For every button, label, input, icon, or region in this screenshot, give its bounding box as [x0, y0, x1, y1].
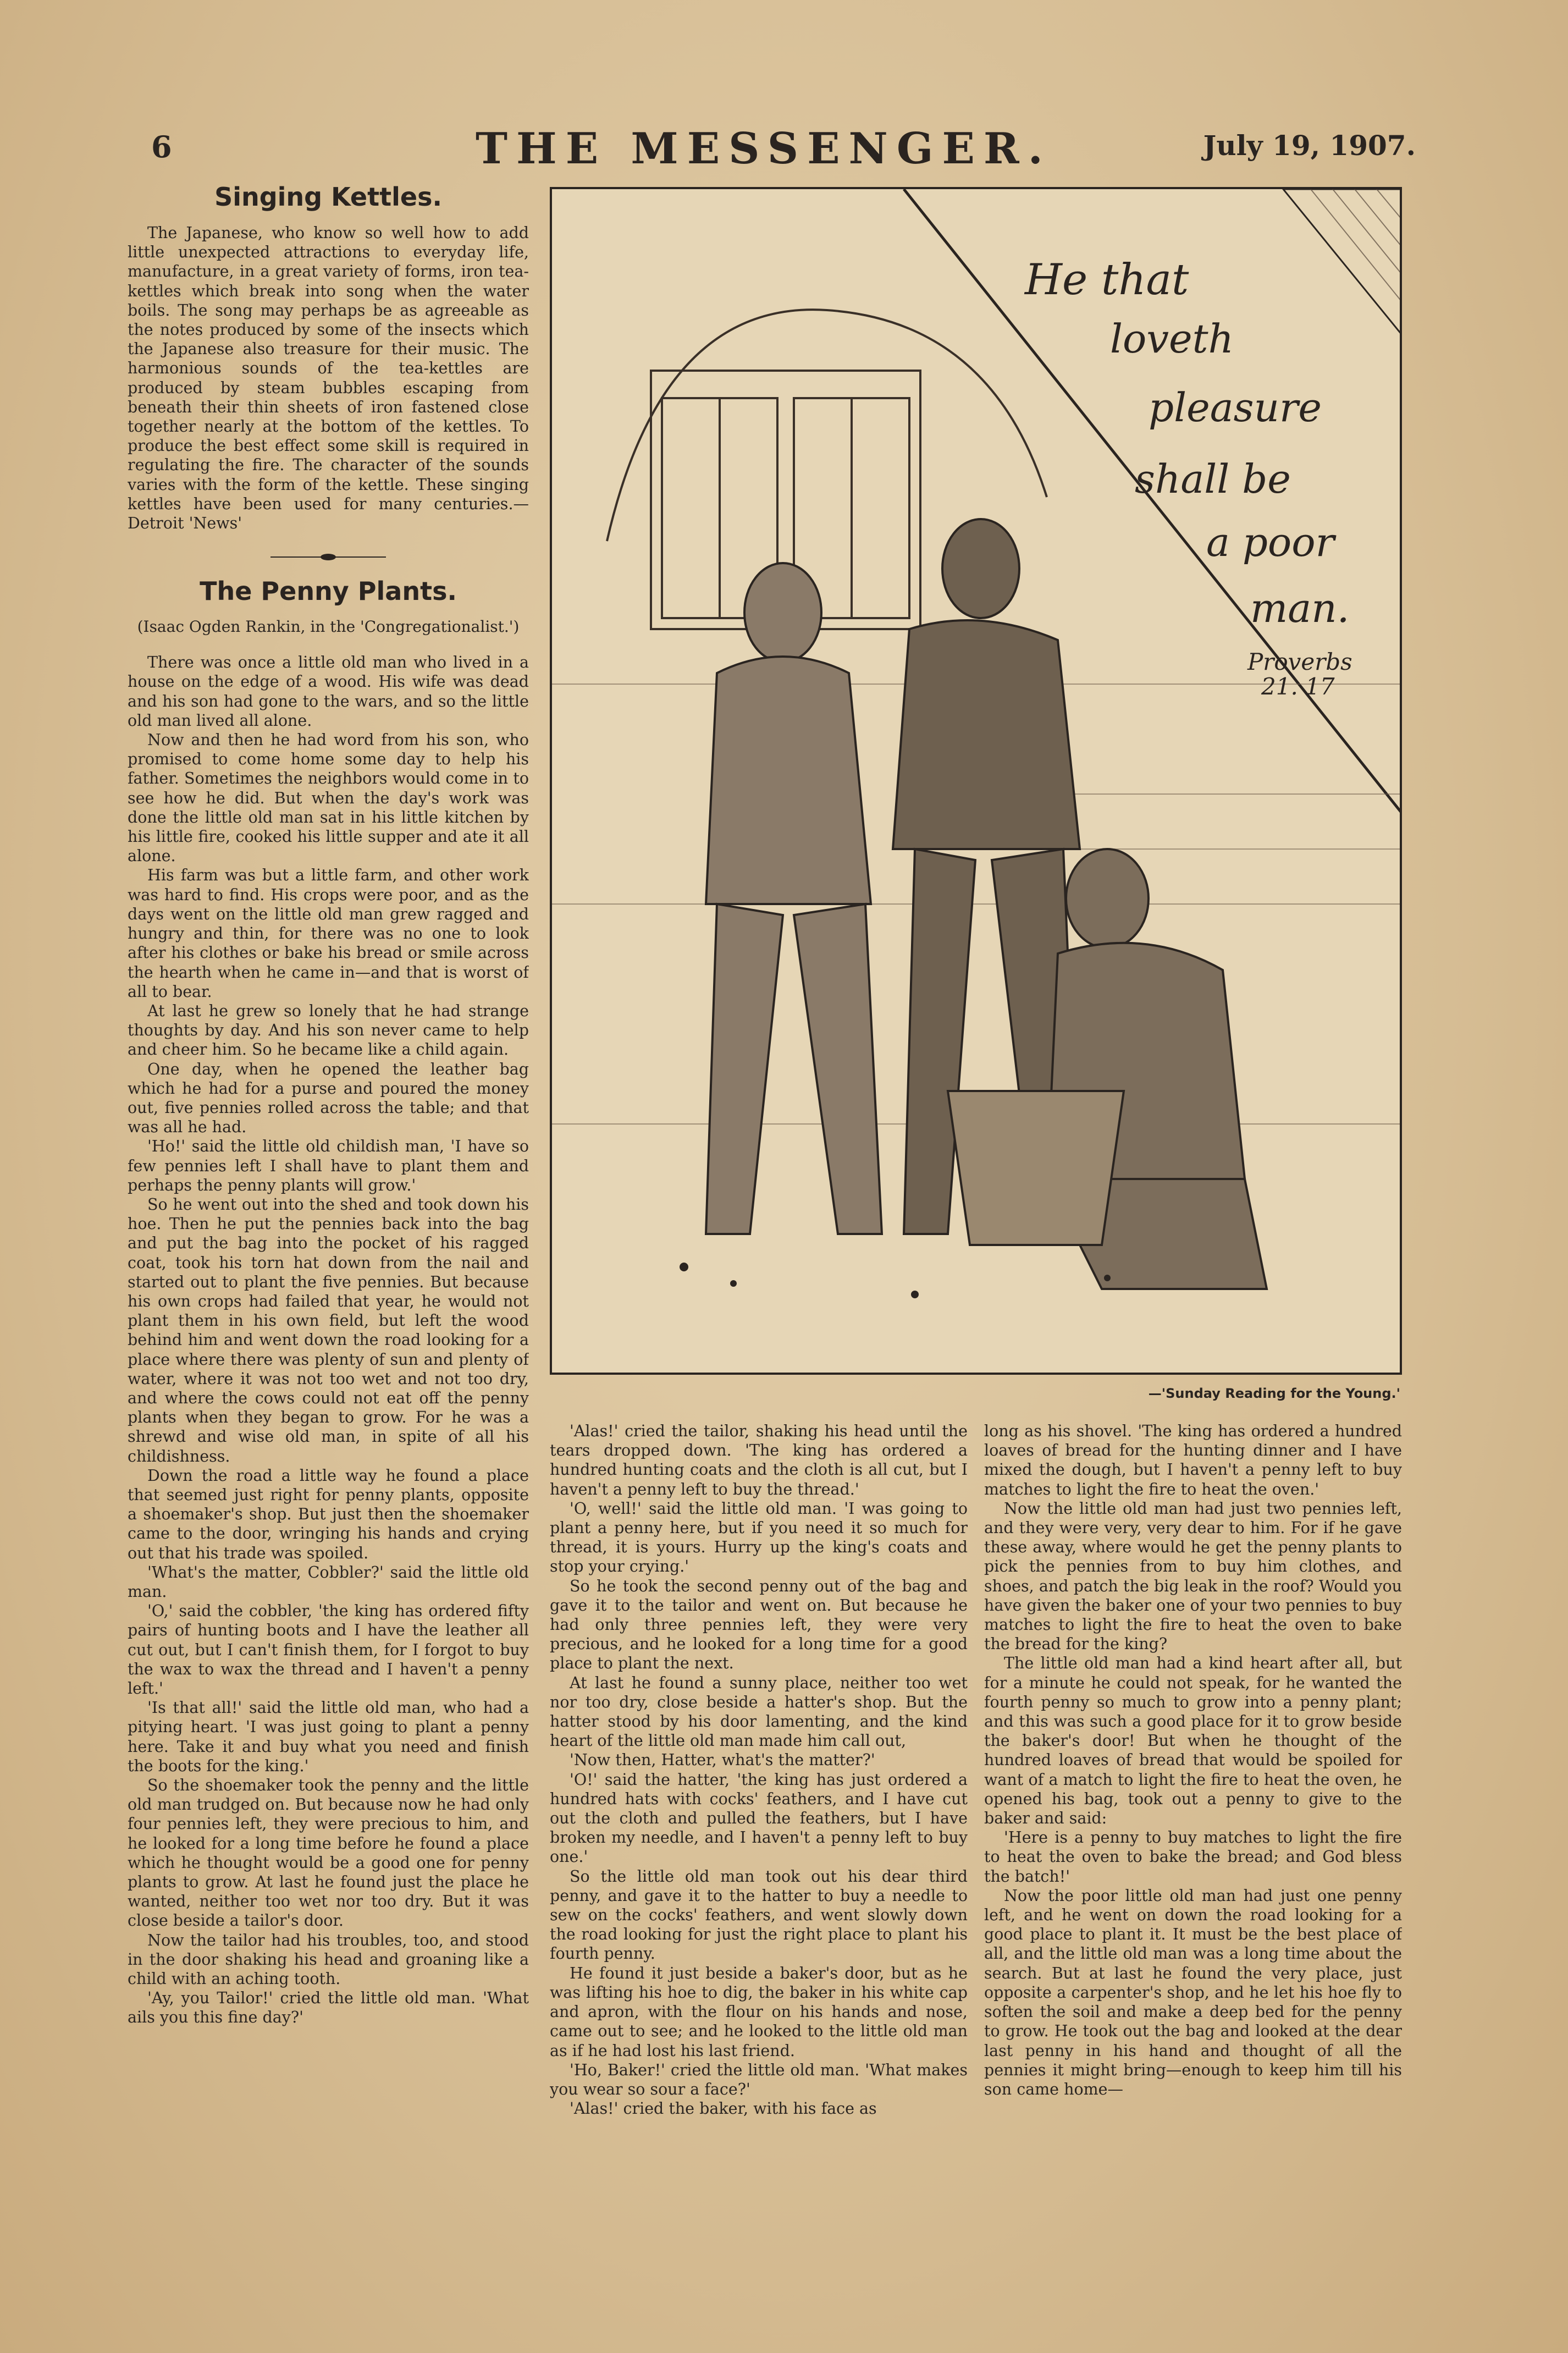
kettles-body: The Japanese, who know so well how to add little unexpected attractions to everyday life, manufacture, in a great variety of forms, iron tea-kettles which break into song when the water boils. The song may perhaps be as agreeable as the notes produced by some of the insects which the Japanese also treasure for their music. The harmonious sounds of the tea-kettles are produced by steam bubbles escaping from beneath their thin sheets of iron fastened close together nearly at the bottom of the kettles. To produce the best effect some skill is required in regulating the fire. The character of the sounds varies with the form of the kettle. These singing kettles have been used for many centuries.—Detroit 'News': [128, 224, 529, 533]
motto-line-6: man.: [1250, 585, 1350, 631]
masthead: THE MESSENGER.: [476, 124, 1052, 174]
paragraph: Down the road a little way he found a place that seemed just right for penny plants, opposite a shoemaker's shop. But just then the shoemaker came to the door, wringing his hands and crying out that his trade was spoiled.: [128, 1466, 529, 1562]
paragraph: 'O, well!' said the little old man. 'I was going to plant a penny here, but if you need it so much for thread, it is yours. Hurry up the king's coats and stop your crying.': [550, 1499, 968, 1576]
penny-byline: (Isaac Ogden Rankin, in the 'Congregationalist.'): [137, 618, 520, 636]
paragraph: 'Alas!' cried the tailor, shaking his head until the tears dropped down. 'The king has ordered a hundred hunting coats and the cloth is all cut, but I haven't a penny left to buy the thread.': [550, 1422, 968, 1498]
paragraph: So he went out into the shed and took down his hoe. Then he put the pennies back into the bag and put the bag into the pocket of his ragged coat, took his torn hat down from the nail and started out to plant the five pennies. But because his own crops had failed that year, he would not plant them in his own field, but left the wood behind him and went down the road looking for a place where there was plenty of sun and plenty of water, where it was not too wet and not too dry, and where the cows could not eat off the penny plants when they began to grow. For he was a shrewd and wise old man, in spite of all his childishness.: [128, 1195, 529, 1465]
illustration: [550, 187, 1402, 1375]
paragraph: 'Ay, you Tailor!' cried the little old man. 'What ails you this fine day?': [128, 1989, 529, 2027]
paragraph: 'Now then, Hatter, what's the matter?': [570, 1751, 875, 1770]
motto-line-2: loveth: [1110, 316, 1234, 362]
column-right: [984, 1421, 1402, 2227]
paragraph: 'Here is a penny to buy matches to light the fire to heat the oven to bake the bread; and God bless the batch!': [984, 1828, 1402, 1886]
penny-text-col2: [550, 1421, 968, 2118]
motto-ref-book: Proverbs: [1247, 648, 1352, 675]
section-divider: [270, 553, 386, 561]
paragraph: The little old man had a kind heart after all, but for a minute he could not speak, for he wanted the fourth penny so much to grow into a penny plant; and this was such a good place for it to grow beside the baker's door! But when he thought of the hundred loaves of bread that would be spoiled for want of a match to light the fire to heat the oven, he opened his bag, took out a penny to give to the baker and said:: [984, 1654, 1402, 1828]
motto-line-3: pleasure: [1149, 384, 1322, 431]
paragraph: 'O,' said the cobbler, 'the king has ordered fifty pairs of hunting boots and I have the leather all cut out, but I can't finish them, for I forgot to buy the wax to wax the thread and I haven't a penny left.': [128, 1602, 529, 1698]
paragraph: So he took the second penny out of the bag and gave it to the tailor and went on. But because he had only three pennies left, they were very precious, and he looked for a long time for a good place to plant the next.: [550, 1577, 968, 1673]
paragraph: At last he grew so lonely that he had strange thoughts by day. And his son never came to help and cheer him. So he became like a child again.: [128, 1001, 529, 1059]
motto-line-5: a poor: [1206, 519, 1335, 565]
paragraph: There was once a little old man who lived in a house on the edge of a wood. His wife was dead and his son had gone to the wars, and so the little old man lived all alone.: [128, 653, 529, 730]
kettles-title: Singing Kettles.: [214, 182, 442, 212]
paragraph: Now the poor little old man had just one penny left, and he went on down the road looking for a good place to plant it. It must be the best place of all, and the little old man was a long time about the search. But at last he found the very place, just opposite a carpenter's shop, and he let his hoe fly to soften the soil and make a deep bed for the penny to grow. He took out the bag and looked at the dear last penny in his hand and thought of all the pennies it might bring—enough to keep him till his son came home—: [984, 1886, 1402, 2098]
penny-text-col1: [128, 653, 529, 2027]
paragraph: 'Ho!' said the little old childish man, 'I have so few pennies left I shall have to plant them and perhaps the penny plants will grow.': [128, 1137, 529, 1194]
paragraph: He found it just beside a baker's door, but as he was lifting his hoe to dig, the baker in his white cap and apron, with the flour on his hands and nose, came out to see; and he looked to the little old man as if he had lost his last friend.: [550, 1964, 968, 2060]
paragraph: long as his shovel. 'The king has ordered a hundred loaves of bread for the hunting dinner and I have mixed the dough, but I haven't a penny left to buy matches to light the fire to heat the oven.': [984, 1422, 1402, 1498]
paragraph: 'Alas!' cried the baker, with his face as: [570, 2099, 877, 2118]
paragraph: 'Is that all!' said the little old man, who had a pitying heart. 'I was just going to plant a penny here. Take it and buy what you need and finish the boots for the king.': [128, 1699, 529, 1775]
paragraph: 'Ho, Baker!' cried the little old man. 'What makes you wear so sour a face?': [550, 2060, 968, 2098]
paragraph: His farm was but a little farm, and other work was hard to find. His crops were poor, and as the days went on the little old man grew ragged and hungry and thin, for there was no one to look after his clothes or bake his bread or smile across the hearth when he came in—and that is worst of all to bear.: [128, 866, 529, 1001]
paragraph: 'O!' said the hatter, 'the king has just ordered a hundred hats with cocks' feathers, and I have cut out the cloth and pulled the feathers, but I have broken my needle, and I haven't a penny left to buy one.': [550, 1770, 968, 1866]
paragraph: So the shoemaker took the penny and the little old man trudged on. But because now he had only four pennies left, they were precious to him, and he looked for a long time before he found a place which he thought would be a good one for penny plants to grow. At last he found just the place he wanted, neither too wet nor too dry. But it was close beside a tailor's door.: [128, 1776, 529, 1930]
paragraph: Now and then he had word from his son, who promised to come home some day to help his father. Sometimes the neighbors would come in to see how he did. But when the day's work was done the little old man sat in his little kitchen by his little fire, cooked his little supper and ate it all alone.: [128, 731, 529, 866]
motto-line-1: He that: [1025, 255, 1189, 305]
motto-ref-verse: 21. 17: [1261, 673, 1335, 700]
illustration-credit: —'Sunday Reading for the Young.': [1148, 1386, 1400, 1401]
column-left: [128, 181, 529, 2227]
paragraph: At last he found a sunny place, neither too wet nor too dry, close beside a hatter's shop. But the hatter stood by his door lamenting, and the kind heart of the little old man made him call out,: [550, 1673, 968, 1750]
column-middle: [550, 1421, 968, 2227]
penny-title: The Penny Plants.: [200, 576, 457, 607]
paragraph: So the little old man took out his dear third penny, and gave it to the hatter to buy a needle to sew on the cocks' feathers, and went slowly down the road looking for just the right place to plant his fourth penny.: [550, 1867, 968, 1963]
boys-playing-engraving: [552, 189, 1402, 1375]
paragraph: Now the tailor had his troubles, too, and stood in the door shaking his head and groaning like a child with an aching tooth.: [128, 1931, 529, 1988]
paragraph: 'What's the matter, Cobbler?' said the little old man.: [128, 1563, 529, 1601]
paragraph: Now the little old man had just two pennies left, and they were very, very dear to him. For if he gave these away, where would he get the penny plants to pick the pennies from to buy him clothes, and shoes, and patch the big leak in the roof? Would you have given the baker one of your two pennies to buy matches to light the fire to heat the oven to bake the bread for the king?: [984, 1499, 1402, 1654]
issue-date: July 19, 1907.: [1203, 129, 1416, 162]
paragraph: One day, when he opened the leather bag which he had for a purse and poured the money out, five pennies rolled across the table; and that was all he had.: [128, 1060, 529, 1137]
motto-line-4: shall be: [1135, 456, 1291, 502]
penny-text-col3: [984, 1421, 1402, 2099]
page-number: 6: [151, 129, 172, 164]
page-header: [151, 124, 1416, 173]
